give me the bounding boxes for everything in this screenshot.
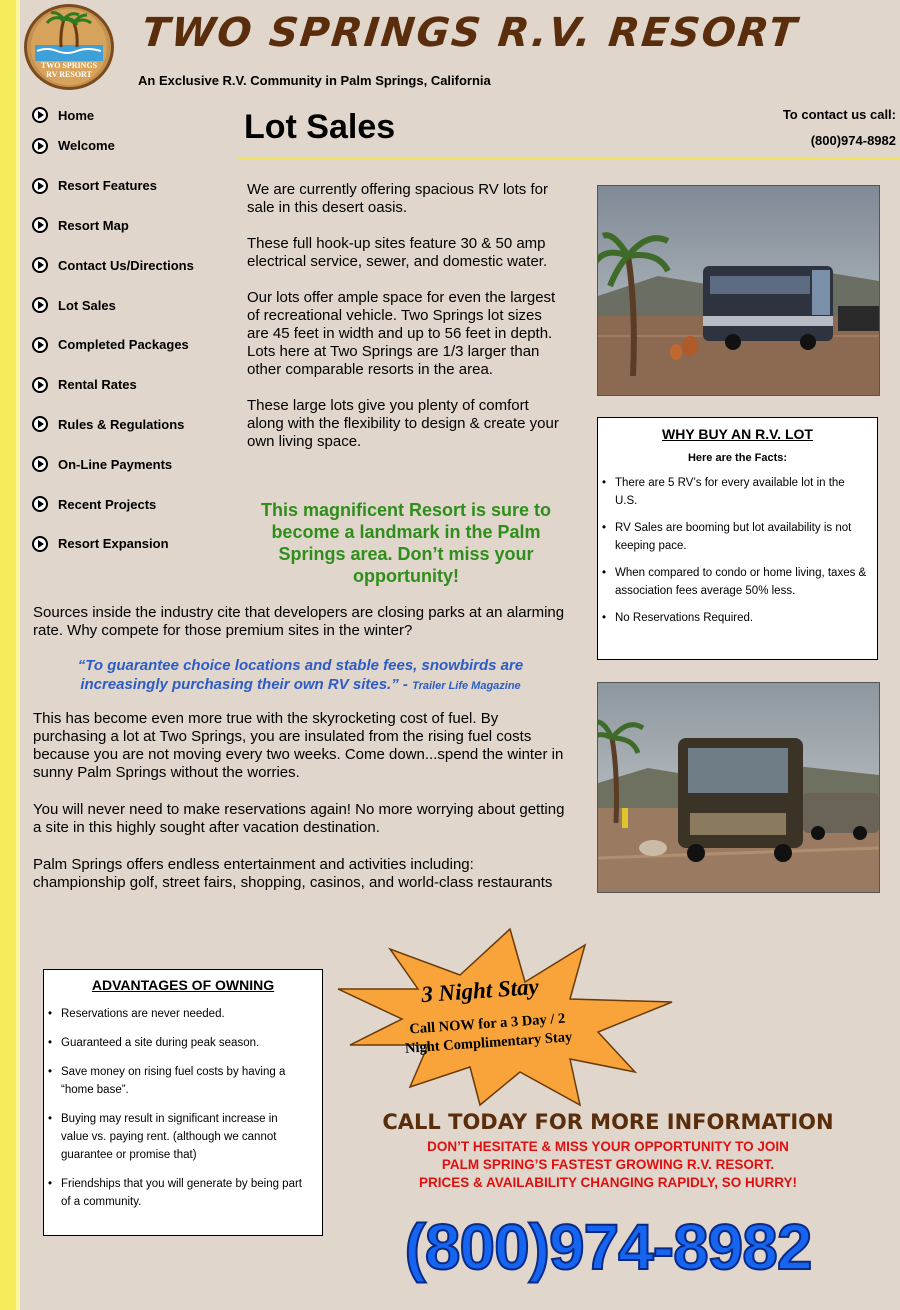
- title-divider: [238, 157, 900, 159]
- nav-item-label: Resort Map: [58, 217, 129, 233]
- logo-text-line2: RV RESORT: [46, 70, 92, 79]
- play-arrow-icon: [32, 377, 48, 393]
- nav-item-contact[interactable]: [32, 245, 232, 285]
- nav-item-label: On-Line Payments: [58, 456, 173, 472]
- rv-photo-2: [597, 682, 880, 893]
- rv-site-photo-image: [598, 683, 879, 892]
- advantages-list-item: • Friendships that you will generate by being part of a community.: [61, 1175, 322, 1211]
- nav-item-home[interactable]: [32, 104, 232, 126]
- play-arrow-icon: [32, 456, 48, 472]
- left-accent-edge: [16, 0, 20, 1310]
- nav-item-label: Resort Features: [58, 178, 157, 194]
- nav-item-label: Welcome: [58, 138, 115, 154]
- play-arrow-icon: [32, 138, 48, 154]
- play-arrow-icon: [32, 297, 48, 313]
- fuel-paragraph: This has become even more true with the skyrocketing cost of fuel. By purchasing a lot at Two Springs, you are insulated from the rising fuel costs because you are not moving every two weeks. Come down...spend the winter in sunny Palm Springs without the worries.: [33, 710, 564, 781]
- advantages-box: [43, 969, 323, 1236]
- site-title: TWO SPRINGS R.V. RESORT: [139, 10, 801, 56]
- play-arrow-icon: [32, 178, 48, 194]
- advantages-list-item: • Save money on rising fuel costs by having a “home base”.: [61, 1063, 322, 1099]
- resort-logo[interactable]: [24, 4, 114, 90]
- nav-item-label: Rules & Regulations: [58, 416, 185, 432]
- quote-source: Trailer Life Magazine: [412, 680, 521, 692]
- cta-line: PRICES & AVAILABILITY CHANGING RAPIDLY, SO HURRY!: [418, 1175, 798, 1190]
- nav-item-label: Home: [58, 107, 95, 123]
- nav-item-resort-expansion[interactable]: [32, 524, 232, 564]
- nav-item-completed-packages[interactable]: [32, 325, 232, 365]
- facts-list-item: • There are 5 RV’s for every available lot in the U.S.: [615, 474, 877, 510]
- play-arrow-icon: [32, 217, 48, 233]
- cta-line: PALM SPRING’S FASTEST GROWING R.V. RESORT.: [441, 1157, 775, 1172]
- nav-item-label: Rental Rates: [58, 377, 137, 393]
- facts-title: WHY BUY AN R.V. LOT: [662, 426, 813, 442]
- nav-item-online-payments[interactable]: [32, 444, 232, 484]
- reservations-paragraph: You will never need to make reservations again! No more worrying about getting a site in this highly sought after vacation destination.: [33, 801, 565, 836]
- quote-text: “To guarantee choice locations and stable fees, snowbirds are increasingly purchasing their own RV sites.” -: [77, 657, 524, 693]
- contact-block: [783, 102, 896, 154]
- cta-phone-number[interactable]: (800)974-8982: [404, 1211, 812, 1283]
- sources-paragraph: Sources inside the industry cite that developers are closing parks at an alarming rate. Why compete for those premium sites in the winter?: [33, 604, 565, 639]
- magazine-quote: [33, 656, 568, 696]
- page-title: Lot Sales: [244, 108, 396, 146]
- play-arrow-icon: [32, 496, 48, 512]
- intro-paragraph: We are currently offering spacious RV lots for sale in this desert oasis.: [247, 181, 548, 216]
- facts-list: [598, 474, 877, 627]
- highlight-callout: This magnificent Resort is sure to become a landmark in the Palm Springs area. Don’t miss your opportunity!: [260, 500, 552, 586]
- facts-list-item: • When compared to condo or home living, taxes & association fees average 50% less.: [615, 564, 877, 600]
- contact-phone[interactable]: (800)974-8982: [810, 133, 896, 148]
- nav-item-resort-features[interactable]: [32, 166, 232, 206]
- contact-label: To contact us call:: [782, 107, 896, 122]
- nav-item-resort-map[interactable]: [32, 206, 232, 246]
- nav-item-label: Contact Us/Directions: [58, 257, 194, 273]
- cta-title: CALL TODAY FOR MORE INFORMATION: [382, 1110, 834, 1134]
- nav-item-label: Recent Projects: [58, 496, 157, 512]
- nav-item-lot-sales[interactable]: [32, 285, 232, 325]
- intro-paragraph: Our lots offer ample space for even the largest of recreational vehicle. Two Springs lot sizes are 45 feet in width and up to 56 feet in depth. Lots here at Two Springs are 1/3 larger than other comparable resorts in the area.: [247, 289, 556, 378]
- nav-item-rules[interactable]: [32, 405, 232, 445]
- left-accent-bar: [0, 0, 16, 1310]
- nav-item-label: Resort Expansion: [58, 536, 169, 552]
- nav-item-label: Lot Sales: [58, 297, 116, 313]
- play-arrow-icon: [32, 416, 48, 432]
- rv-photo-1: [597, 185, 880, 396]
- facts-box: [597, 417, 878, 660]
- intro-paragraph: These large lots give you plenty of comfort along with the flexibility to design & create your own living space.: [247, 397, 559, 450]
- sidebar-nav: [32, 104, 232, 564]
- rv-lot-photo-image: [598, 186, 879, 395]
- play-arrow-icon: [32, 536, 48, 552]
- cta-subtext: [350, 1138, 866, 1192]
- palm-springs-paragraph: Palm Springs offers endless entertainment and activities including: championship golf, street fairs, shopping, casinos, and world-class restaurants: [33, 856, 553, 891]
- nav-item-label: Completed Packages: [58, 337, 189, 353]
- promo-text: Call NOW for a 3 Day / 2 Night Complimentary Stay: [404, 1010, 573, 1057]
- site-tagline: An Exclusive R.V. Community in Palm Springs, California: [138, 73, 491, 88]
- facts-list-item: • RV Sales are booming but lot availability is not keeping pace.: [615, 519, 877, 555]
- play-arrow-icon: [32, 257, 48, 273]
- advantages-list-item: • Buying may result in significant increase in value vs. paying rent. (although we cannot guarantee or promise that): [61, 1110, 322, 1164]
- promo-title: 3 Night Stay: [420, 973, 540, 1008]
- advantages-list: [44, 1005, 322, 1211]
- facts-subtitle: Here are the Facts:: [687, 452, 788, 464]
- advantages-list-item: • Guaranteed a site during peak season.: [61, 1034, 322, 1052]
- facts-list-item: • No Reservations Required.: [615, 609, 877, 627]
- nav-item-rental-rates[interactable]: [32, 365, 232, 405]
- intro-text: [247, 181, 567, 469]
- cta-line: DON’T HESITATE & MISS YOUR OPPORTUNITY TO JOIN: [427, 1139, 789, 1154]
- play-arrow-icon: [32, 337, 48, 353]
- advantages-title: ADVANTAGES OF OWNING: [91, 977, 275, 993]
- intro-paragraph: These full hook-up sites feature 30 & 50 amp electrical service, sewer, and domestic water.: [247, 235, 548, 270]
- nav-item-recent-projects[interactable]: [32, 484, 232, 524]
- advantages-list-item: • Reservations are never needed.: [61, 1005, 322, 1023]
- logo-text-line1: TWO SPRINGS: [40, 61, 98, 70]
- play-arrow-icon: [32, 107, 48, 123]
- nav-item-welcome[interactable]: [32, 126, 232, 166]
